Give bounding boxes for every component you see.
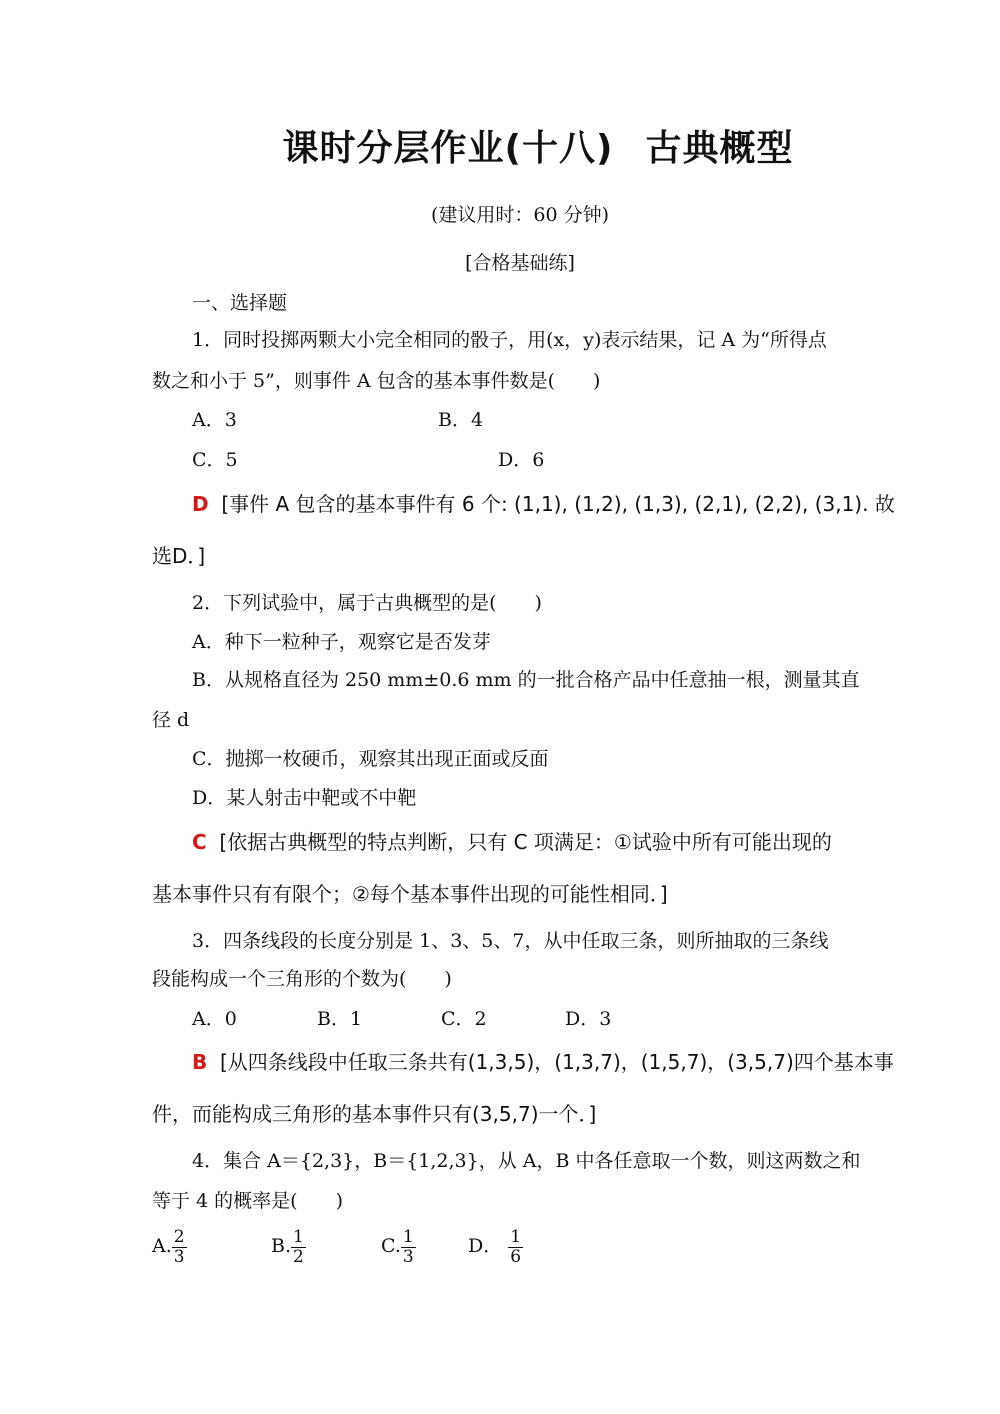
q3-answer-letter: B: [192, 1050, 208, 1074]
q1-answer-line2: 选D．]: [152, 544, 206, 568]
q4-option-d-fraction: [508, 1228, 523, 1266]
q1-stem-line1: 1．同时投掷两颗大小完全相同的骰子，用(x，y)表示结果，记 A 为“所得点: [192, 329, 827, 351]
time-note: (建议用时：60 分钟): [430, 204, 610, 226]
q4-option-b-label: B.: [271, 1235, 292, 1258]
q2-option-d: D．某人射击中靶或不中靶: [192, 787, 417, 809]
q4-option-d-denominator: 6: [510, 1246, 522, 1267]
q1-answer-letter: D: [192, 492, 209, 516]
q3-stem-line2: 段能构成一个三角形的个数为( ): [152, 968, 452, 990]
q4-option-a-label: A.: [152, 1235, 172, 1258]
q4-option-c-numerator: 1: [402, 1227, 414, 1247]
title-main: 课时分层作业(十八): [282, 128, 614, 169]
part-label: 一、选择题: [192, 292, 288, 314]
q4-option-c-denominator: 3: [402, 1246, 414, 1267]
q2-answer-text: [依据古典概型的特点判断，只有 C 项满足：①试验中所有可能出现的: [219, 830, 832, 854]
q4-option-a-denominator: 3: [173, 1246, 185, 1267]
q3-option-a: A．0: [192, 1008, 237, 1030]
q1-option-a: A．3: [192, 409, 237, 431]
q1-answer-text: [事件 A 包含的基本事件有 6 个: (1,1), (1,2), (1,3), (2,1), (2,2), (3,1). 故: [221, 492, 895, 516]
q2-option-c: C．抛掷一枚硬币，观察其出现正面或反面: [192, 748, 549, 770]
q4-option-a-numerator: 2: [173, 1227, 185, 1247]
q4-option-d: [468, 1228, 523, 1266]
q4-option-a: [152, 1228, 187, 1266]
q4-option-b: [271, 1228, 306, 1266]
q4-option-d-numerator: 1: [510, 1227, 522, 1247]
q4-option-d-label: D．: [468, 1235, 503, 1258]
q2-answer-line1: [192, 826, 832, 855]
q2-answer-letter: C: [192, 830, 207, 854]
q3-answer-line1: [192, 1046, 894, 1075]
q1-option-d: D．6: [498, 449, 545, 471]
q4-option-c: [381, 1228, 416, 1266]
section-tag: [合格基础练]: [465, 252, 575, 274]
q1-option-b: B．4: [438, 409, 484, 431]
q4-option-c-fraction: [401, 1228, 416, 1266]
q3-stem-line1: 3．四条线段的长度分别是 1、3、5、7，从中任取三条，则所抽取的三条线: [192, 930, 829, 952]
q4-stem-line2: 等于 4 的概率是( ): [152, 1190, 343, 1212]
q4-option-c-label: C.: [381, 1235, 401, 1258]
q3-answer-text: [从四条线段中任取三条共有(1,3,5)，(1,3,7)，(1,5,7)，(3,5,7)四个基本事: [219, 1050, 894, 1074]
page-title: [0, 120, 1000, 171]
q1-answer-line1: [192, 488, 895, 517]
q1-stem-line2: 数之和小于 5”，则事件 A 包含的基本事件数是( ): [152, 370, 601, 392]
q2-option-a: A．种下一粒种子，观察它是否发芽: [192, 631, 491, 653]
q3-option-c: C．2: [441, 1008, 487, 1030]
q3-option-d: D．3: [565, 1008, 612, 1030]
q2-answer-line2: 基本事件只有有限个；②每个基本事件出现的可能性相同．]: [152, 882, 668, 906]
q1-option-c: C．5: [192, 449, 238, 471]
q2-stem: 2．下列试验中，属于古典概型的是( ): [192, 592, 542, 614]
title-topic: 古典概型: [645, 128, 794, 169]
q4-option-a-fraction: [172, 1228, 187, 1266]
q3-answer-line2: 件，而能构成三角形的基本事件只有(3,5,7)一个．]: [152, 1102, 597, 1126]
q2-option-b-line2: 径 d: [152, 709, 190, 731]
q2-option-b-line1: B．从规格直径为 250 mm±0.6 mm 的一批合格产品中任意抽一根，测量其直: [192, 669, 860, 691]
q4-stem-line1: 4．集合 A＝{2,3}，B＝{1,2,3}，从 A，B 中各任意取一个数，则这两数之和: [192, 1150, 861, 1172]
q4-option-b-numerator: 1: [293, 1227, 304, 1247]
q3-option-b: B．1: [317, 1008, 363, 1030]
q4-option-b-denominator: 2: [293, 1246, 304, 1267]
q4-option-b-fraction: [291, 1228, 306, 1266]
